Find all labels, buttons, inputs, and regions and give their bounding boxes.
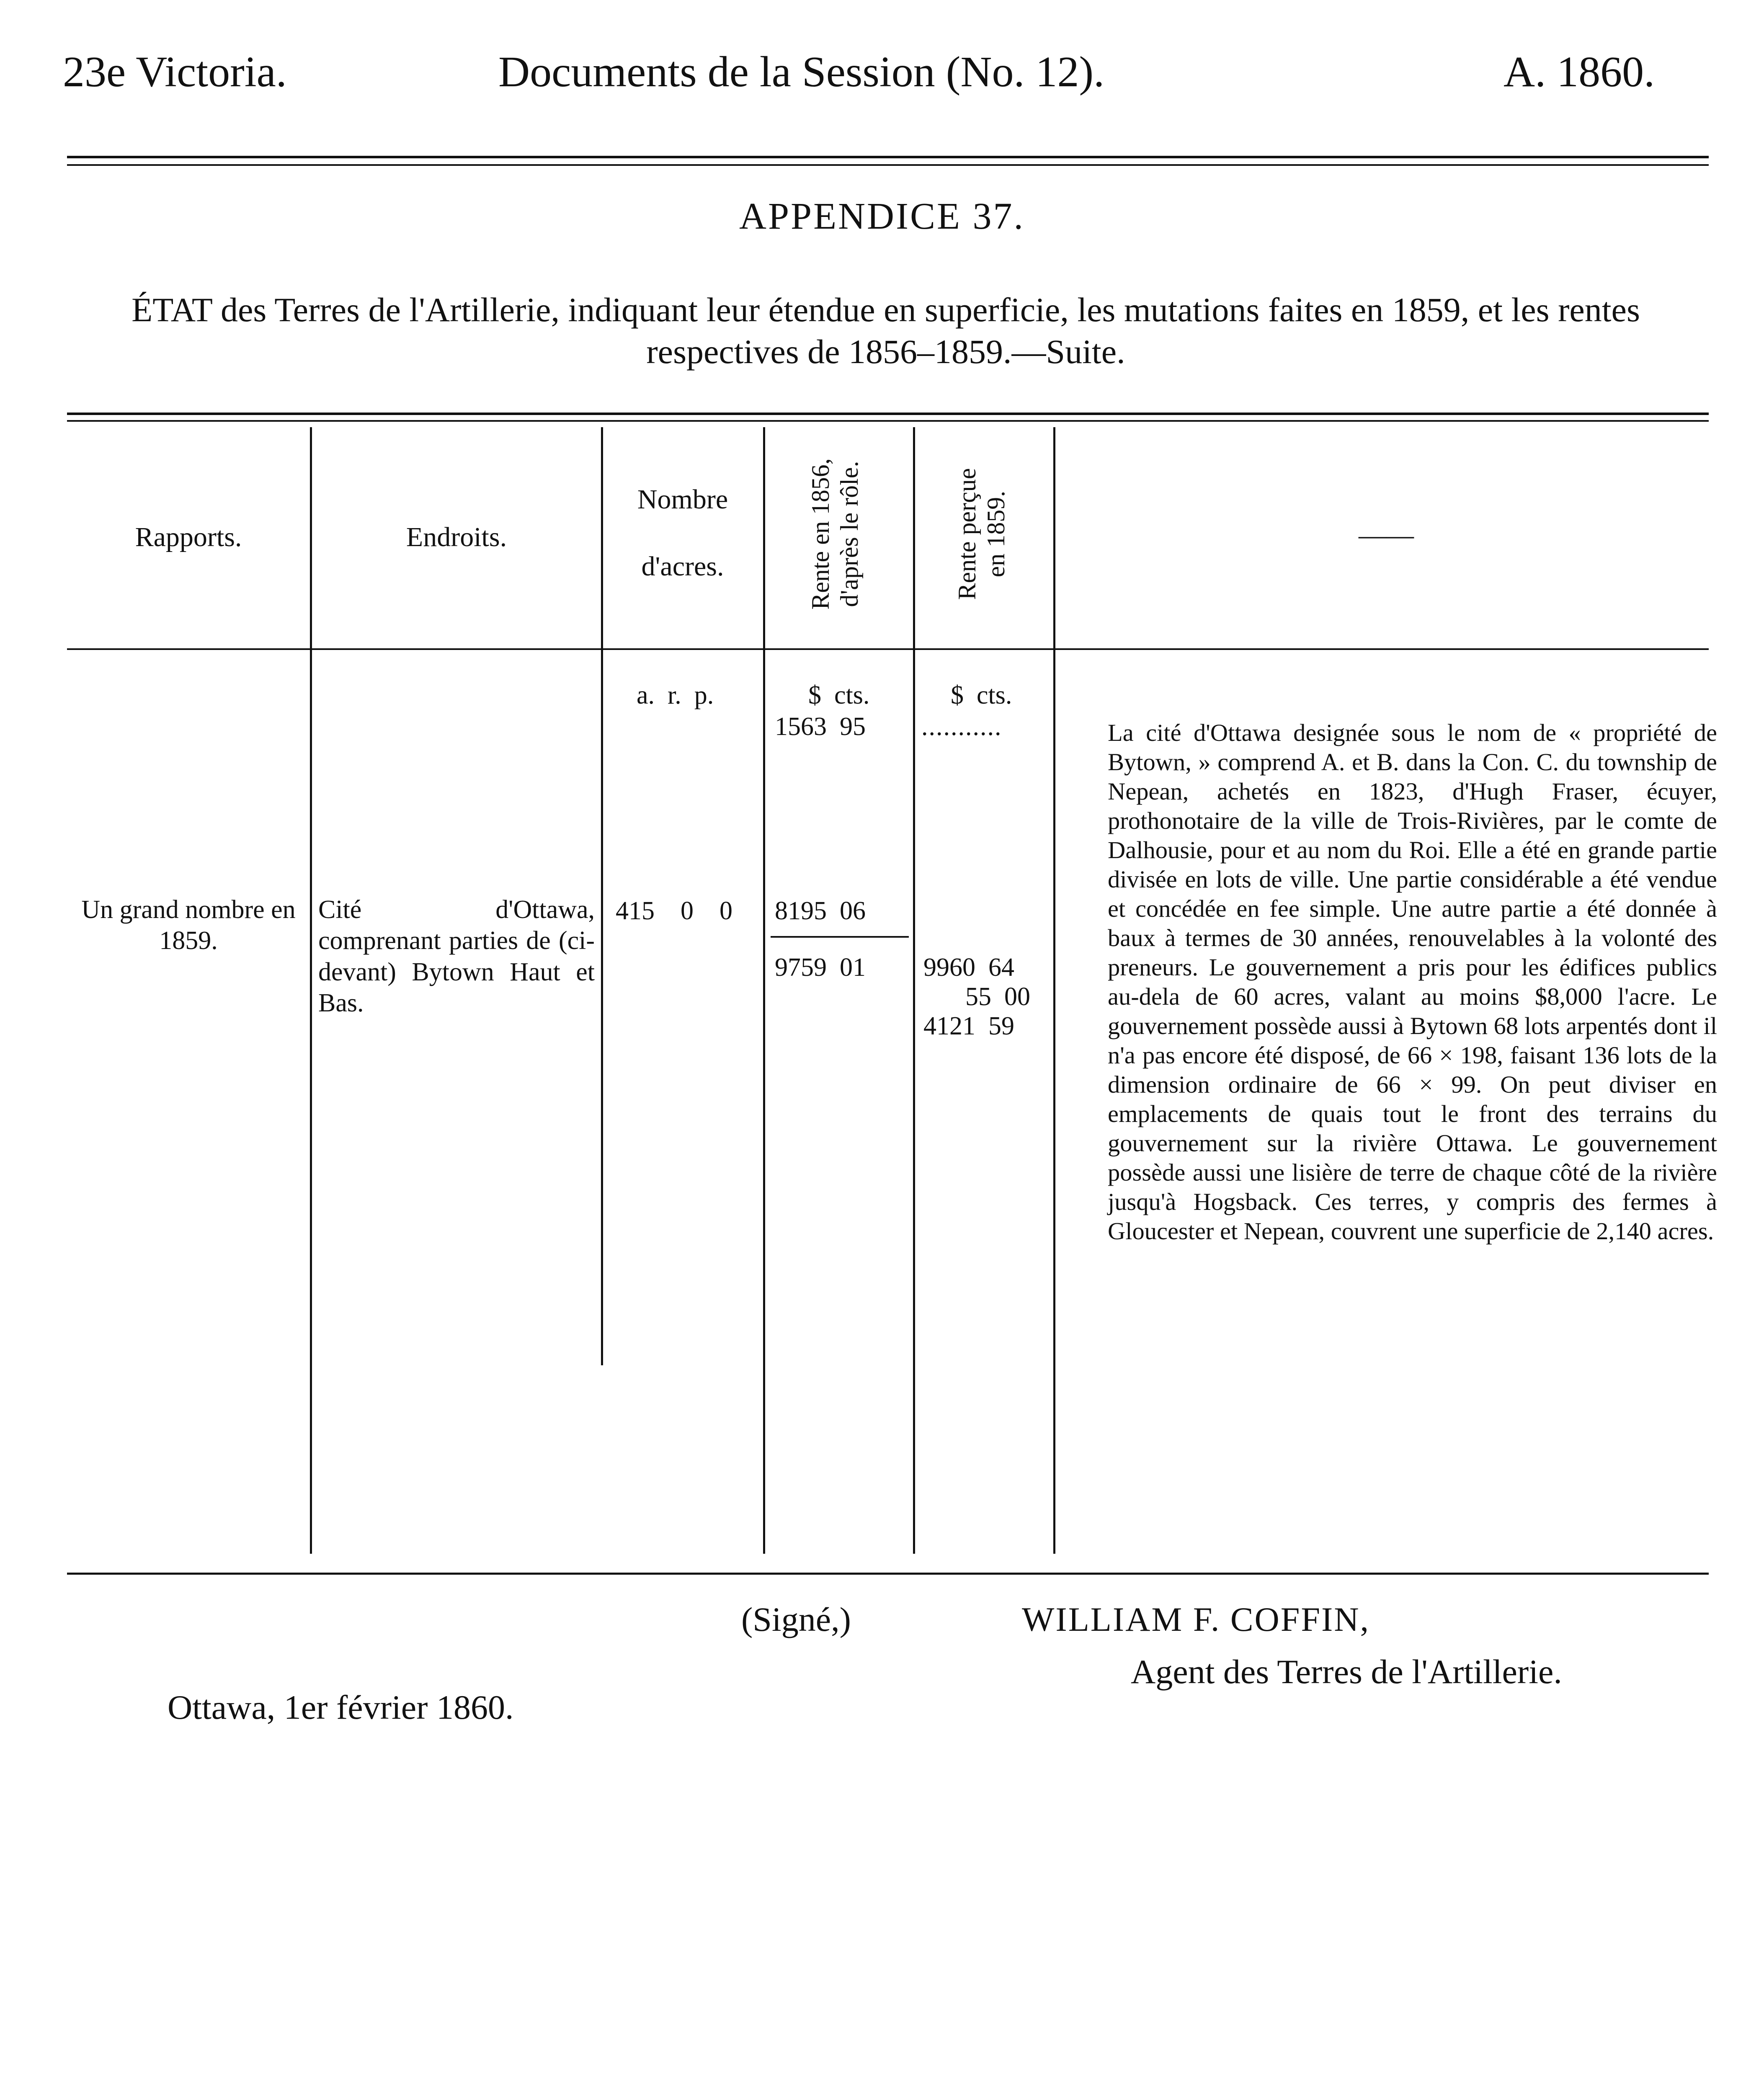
header-rule-bottom [67, 164, 1709, 166]
col-rule-5 [1053, 427, 1055, 1554]
rente-1856-sum-rule [771, 936, 909, 938]
table-rule-bottom [67, 1573, 1709, 1575]
row-acres: 415 0 0 [616, 897, 732, 925]
appendix-subtitle: ÉTAT des Terres de l'Artillerie, indiquant leur étendue en superficie, les mutations faites en 1859, et les rentes respectives de 1856–1859.—Suite. [132, 291, 1640, 371]
rente-1859-value-3: 4121 59 [923, 1012, 1014, 1040]
col-header-rente-1859 [953, 400, 1016, 668]
row-description: La cité d'Ottawa designée sous le nom de « propriété de Bytown, » comprend A. et B. dans la Con. C. du township de Nepean, achetés en 1823, d'Hugh Fraser, écuyer, prothonotaire de la ville de Trois-Rivières, par le comte de Dalhousie, pour et au nom du Roi. Elle a été en grande partie divisée en lots de ville. Une partie considérable a été vendue et concédée en fee simple. Une autre partie a été donnée à baux à termes de 30 années, renouvelables à la volonté des preneurs. Le gouvernement a pris pour les édifices publics au-dela de 60 acres, valant au moins $8,000 l'acre. Le gouvernement possède aussi à Bytown 68 lots arpentés dont il n'a pas encore été disposé, de 66 × 198, faisant 136 lots de la dimension ordinaire de 66 × 99. On peut diviser en emplacements de quais tout le front des terrains du gouvernement sur la rivière Ottawa. Le gouvernement possède aussi une lisière de terre de chaque côté de la rivière jusqu'à Hogsback. Ces terres, y compris des fermes à Gloucester et Nepean, couvrent une superficie de 2,140 acres. [1108, 719, 1717, 1245]
row-endroit: Cité d'Ottawa, comprenant parties de (ci-devant) Bytown Haut et Bas. [318, 895, 595, 1018]
units-dollars-1859: $ cts. [951, 681, 1012, 709]
rente-1859-dots: ........... [921, 712, 1002, 741]
signatory-name: WILLIAM F. COFFIN, [1022, 1600, 1370, 1638]
col-rule-1 [310, 427, 312, 1554]
col-rule-2 [601, 427, 603, 1365]
col-header-rente-1856 [806, 400, 869, 668]
col-header-acres: d'acres. [641, 551, 724, 582]
appendix-title: APPENDICE 37. [739, 196, 1025, 237]
col-rule-3 [763, 427, 765, 1554]
header-left: 23e Victoria. [63, 48, 287, 96]
header-center: Documents de la Session (No. 12). [498, 48, 1105, 96]
col-rule-4 [913, 427, 915, 1554]
rente-1859-value-2: 55 00 [965, 983, 1030, 1011]
rente-1856-value-1: 1563 95 [775, 712, 866, 741]
col-header-endroits: Endroits. [406, 522, 507, 552]
units-dollars-1856: $ cts. [808, 681, 870, 709]
row-rapport: Un grand nombre en 1859. [81, 895, 296, 955]
table-rule-top [67, 413, 1709, 415]
units-arp: a. r. p. [637, 681, 714, 709]
col-header-rapports: Rapports. [135, 522, 242, 552]
header-right: A. 1860. [1504, 48, 1655, 96]
col-header-dash: —— [1359, 520, 1414, 550]
col-header-rente-1859-text: Rente perçue en 1859. [953, 468, 1010, 600]
table-rule-top-2 [67, 420, 1709, 422]
signatory-role: Agent des Terres de l'Artillerie. [1131, 1653, 1562, 1691]
rente-1856-total: 9759 01 [775, 953, 866, 982]
rente-1859-value-1: 9960 64 [923, 953, 1014, 982]
signed-label: (Signé,) [741, 1600, 851, 1638]
col-header-nombre: Nombre [637, 484, 728, 515]
header-rule-top [67, 156, 1709, 158]
col-header-rente-1856-text: Rente en 1856, d'après le rôle. [807, 458, 863, 610]
place-date: Ottawa, 1er février 1860. [168, 1688, 514, 1726]
table-header-rule [67, 648, 1709, 650]
rente-1856-value-2: 8195 06 [775, 897, 866, 925]
